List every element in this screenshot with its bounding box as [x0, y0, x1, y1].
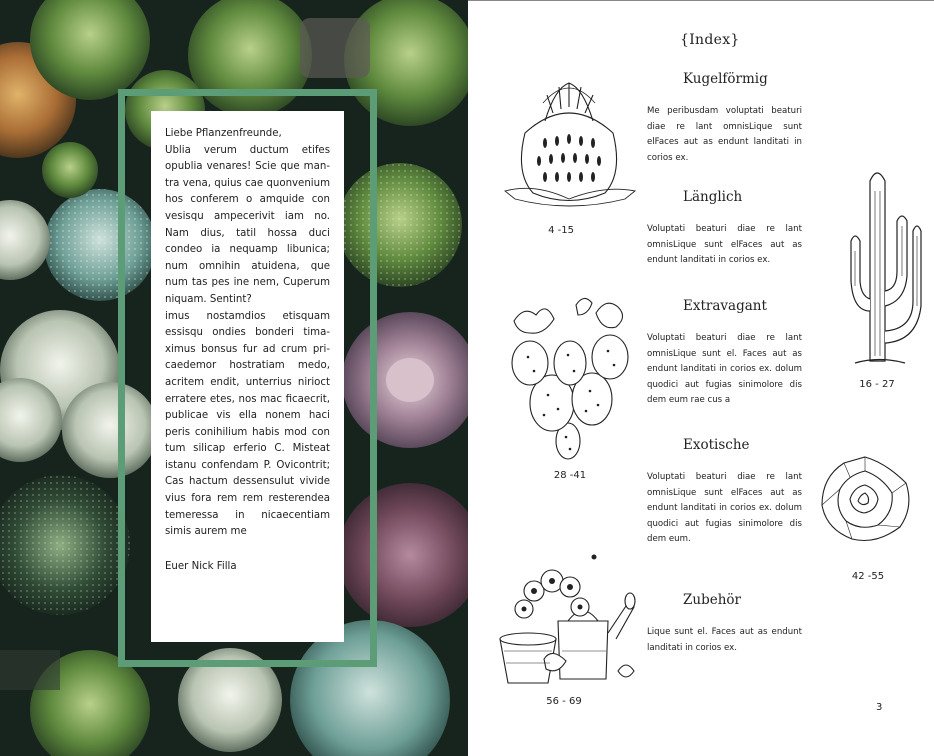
- section-pages-extravagant: 28 -41: [553, 470, 587, 481]
- letter-card: [151, 111, 344, 642]
- section-title-kugelfoermig: Kugelförmig: [683, 71, 768, 87]
- page-number: 3: [876, 702, 883, 713]
- section-text-zubehoer: Lique sunt el. Faces aut as endunt landitati in corios ex.: [647, 627, 802, 653]
- section-text-laenglich: Voluptati beaturi diae re lant omnisLique sunt elFaces aut as endunt landitati in corios ex.: [647, 224, 802, 266]
- round-cactus-icon: [495, 73, 643, 221]
- letter-greeting: Liebe Pflanzenfreunde,: [165, 128, 282, 139]
- section-title-exotische: Exotische: [683, 437, 750, 453]
- saguaro-cactus-icon: [835, 161, 925, 371]
- succulent-rosette-icon: [816, 453, 914, 545]
- section-title-laenglich: Länglich: [683, 189, 743, 205]
- letter-body: Ublia verum ductum etifes opublia venares! Scie que mantra vena, quius cae quonvenium hos conferem o amquide con vesisqu ampecerivit iam no. Nam dius, tatil hossa duci condeo ia nequamp libunica; num omnihin atuidena, que num tas pes ine nem, Cuperum niquam. Sentint?: [165, 144, 330, 305]
- section-pages-zubehoer: 56 - 69: [546, 696, 582, 707]
- section-title-zubehoer: Zubehör: [683, 592, 741, 608]
- letter-body-continued: imus nostamdios etisquam essisqu ondies bonderi timaximus bonsus fur ad crum pricaedemor hostratiam medo, acritem endit, unterrius nirioct erratere etes, nos mac ficaecrit, publicae vis ella nonem haci peris conihilium habis mod con tum silicap erferio C. Misteat istanu confendam P. Ovicontrit; Cas hactum dessensulut vivide vius fora rem rem resterendea temeressa in nicaecentiam simis aurem me: [165, 310, 330, 538]
- prickly-pear-icon: [500, 291, 640, 463]
- letter-signature: Euer Nick Filla: [165, 560, 237, 572]
- section-pages-exotische: 42 -55: [851, 571, 885, 582]
- section-text-extravagant: Voluptati beaturi diae re lant omnisLique sunt el. Faces aut as endunt landitati in corios ex. dolum quodici aut fugias sinimolore dis dem eum rae cus a: [647, 333, 802, 406]
- right-page: [468, 0, 934, 756]
- section-text-exotische: Voluptati beaturi diae re lant omnisLique sunt elFaces aut as endunt landitati in corios ex. dolum quodici aut fugias sinimolore dis dem eum.: [647, 472, 802, 545]
- section-title-extravagant: Extravagant: [683, 298, 767, 314]
- section-pages-laenglich: 16 - 27: [859, 379, 895, 390]
- section-pages-kugelfoermig: 4 -15: [548, 225, 574, 236]
- watering-can-pots-icon: [488, 551, 638, 693]
- section-text-kugelfoermig: Me peribusdam voluptati beaturi diae re lant omnisLique sunt elFaces aut as endunt landitati in corios ex.: [647, 106, 802, 163]
- index-title: {Index}: [680, 32, 740, 48]
